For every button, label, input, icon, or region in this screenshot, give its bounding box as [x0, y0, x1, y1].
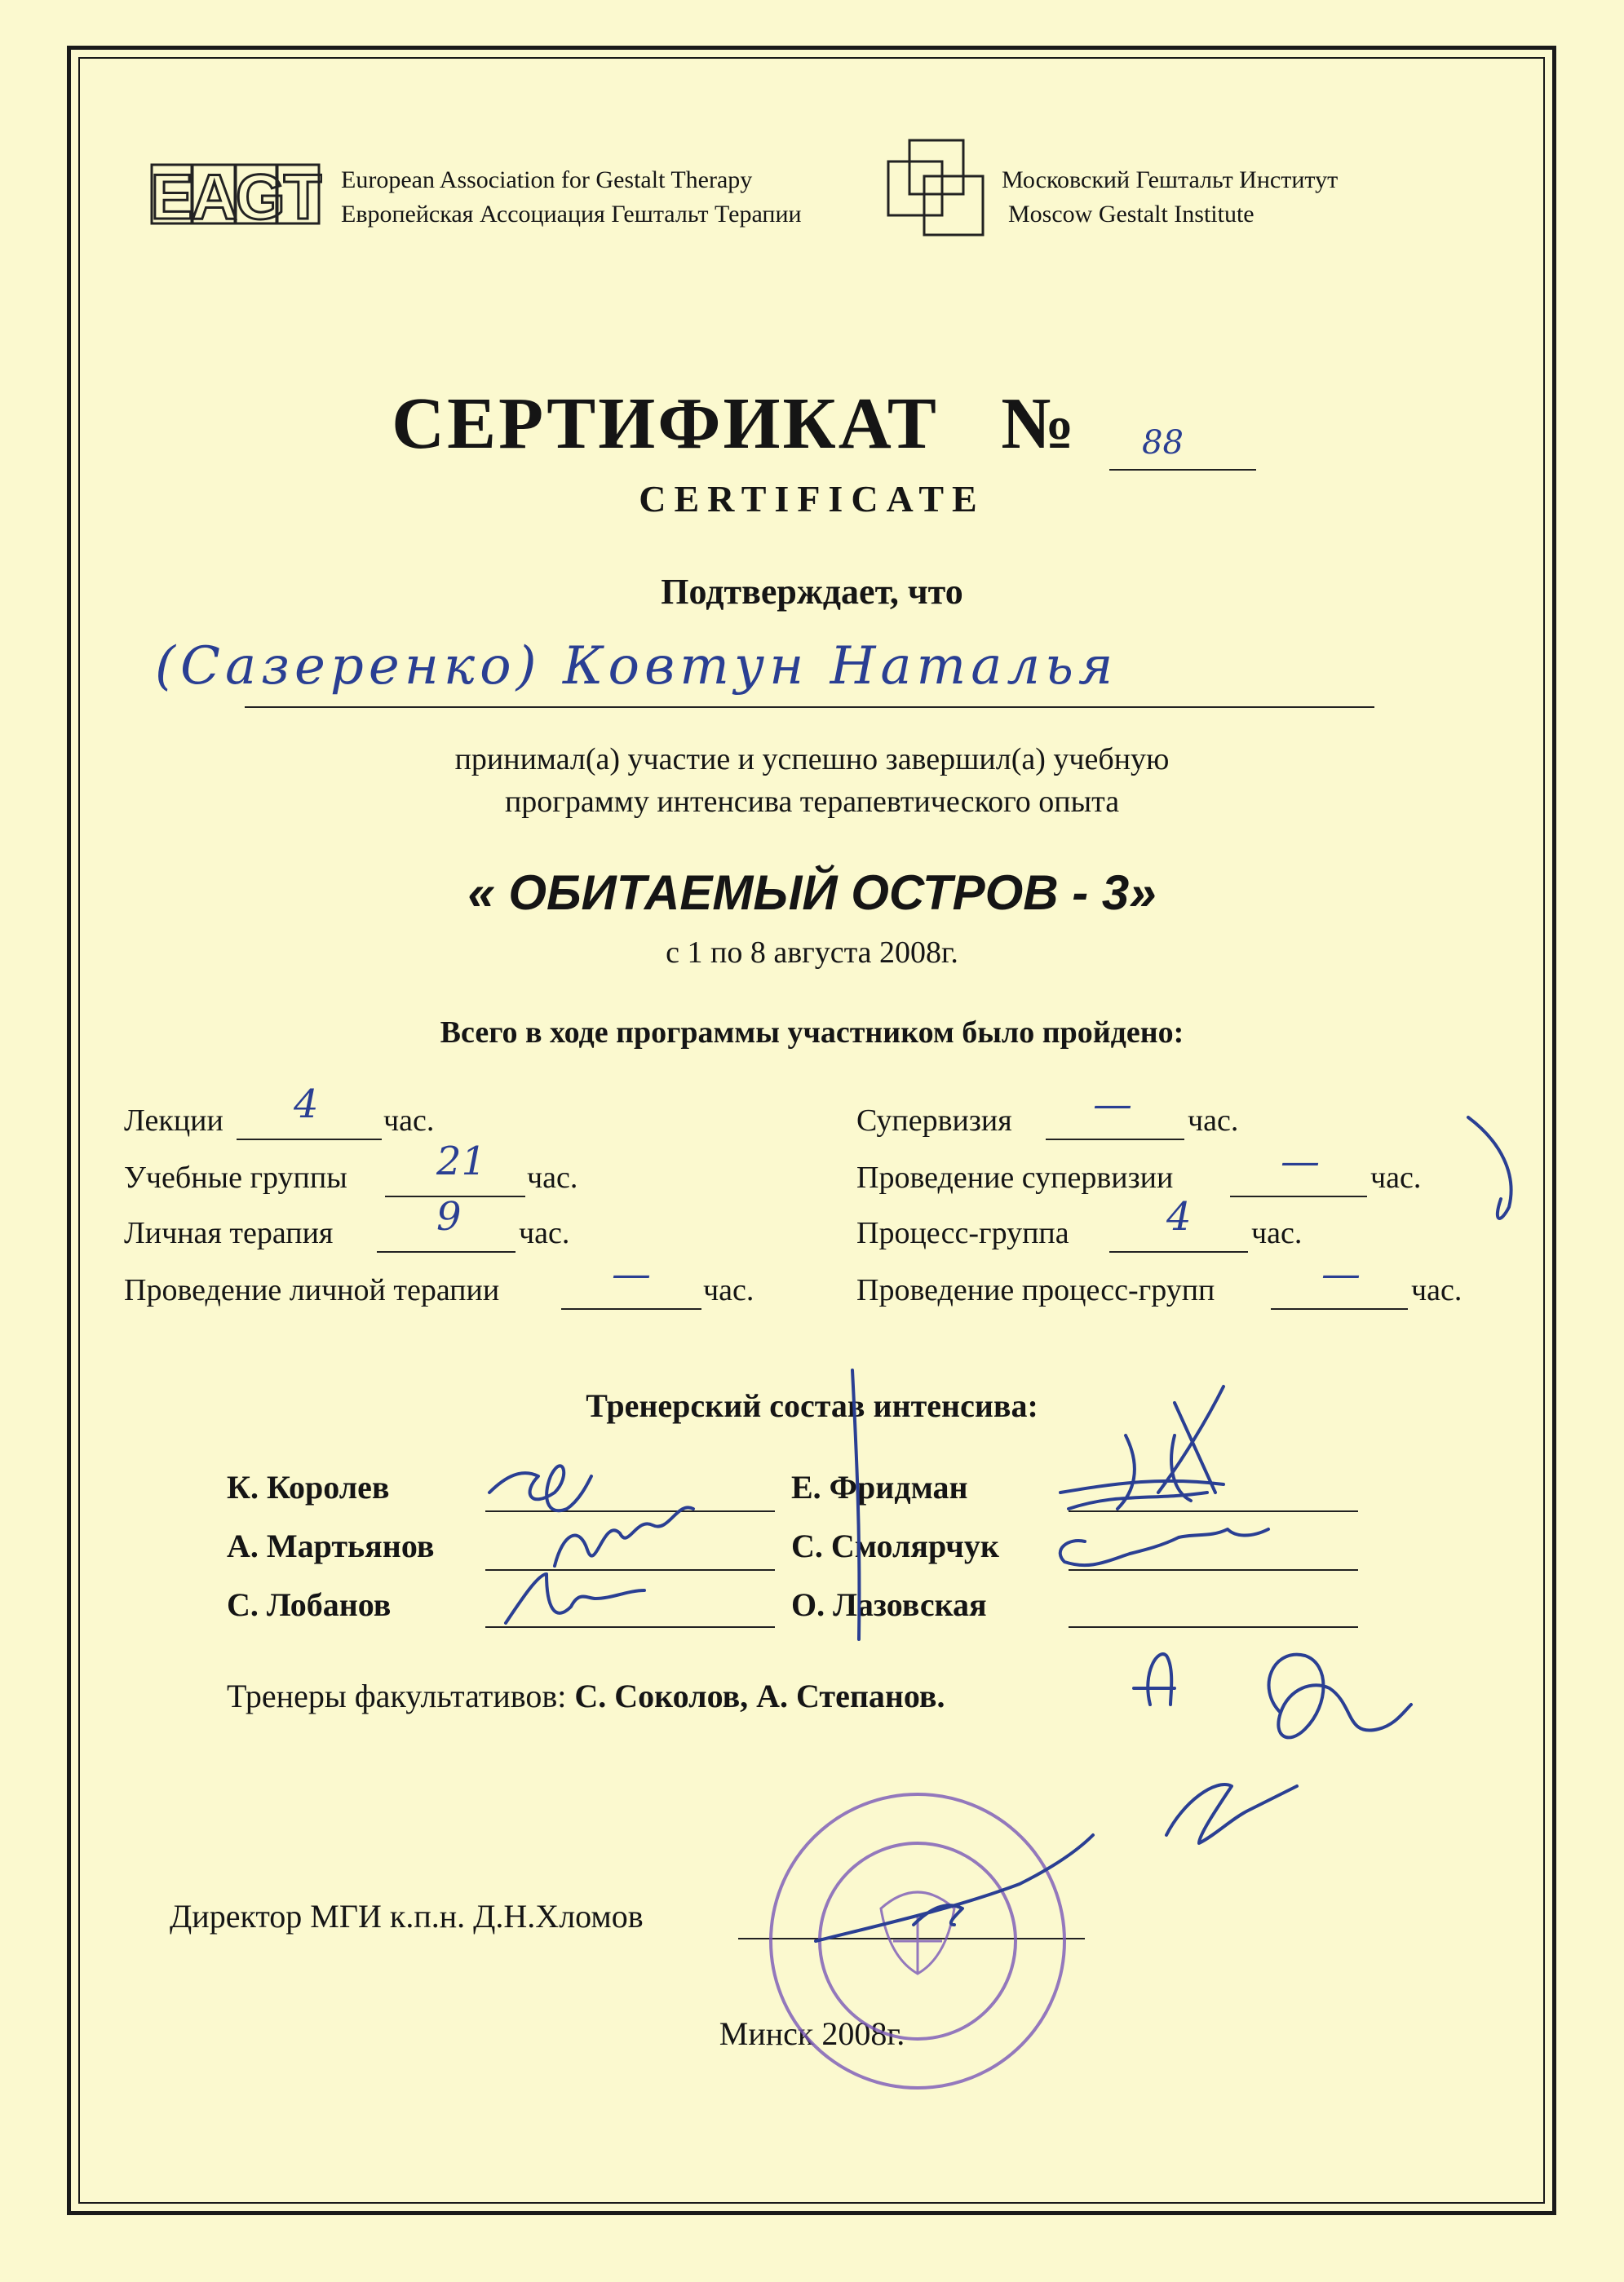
eagt-logo	[149, 155, 322, 232]
city-year: Минск 2008г.	[719, 2015, 905, 2052]
hours-process-group-value: 4	[1166, 1194, 1192, 1240]
eagt-name	[341, 163, 802, 232]
hours-conducting-therapy-value: —	[612, 1251, 651, 1297]
recipient-name: (Сазеренко) Ковтун Наталья	[155, 636, 1118, 697]
electives-names: С. Соколов, А. Степанов.	[574, 1678, 945, 1714]
hours-lectures-label: Лекции	[124, 1103, 223, 1138]
trainer-left-2: А. Мартьянов	[227, 1528, 435, 1564]
intro-text	[0, 738, 1624, 823]
trainer-right-3: О. Лазовская	[791, 1586, 987, 1623]
hours-supervision-label: Супервизия	[856, 1103, 1012, 1138]
hours-process-group-label: Процесс-группа	[856, 1216, 1069, 1250]
director-signature-line	[738, 1938, 1085, 1939]
hours-supervision-line	[1046, 1139, 1184, 1140]
hours-lectures-unit: час.	[383, 1103, 435, 1138]
electives	[227, 1677, 945, 1715]
trainer-left-3: С. Лобанов	[227, 1586, 392, 1623]
trainer-right-2: С. Смолярчук	[791, 1528, 999, 1564]
mgi-name-en: Moscow Gestalt Institute	[1008, 201, 1255, 228]
mgi-name-ru: Московский Гештальт Институт	[1002, 166, 1339, 193]
trainer-left-1-signature-line	[485, 1510, 775, 1512]
trainer-left-3-signature-line	[485, 1626, 775, 1628]
recipient-name-line	[245, 706, 1374, 708]
certificate-number-line	[1109, 469, 1256, 471]
trainer-right-3-signature-line	[1069, 1626, 1358, 1628]
program-dates: с 1 по 8 августа 2008г.	[666, 935, 958, 970]
hours-process-group-unit: час.	[1251, 1216, 1303, 1250]
hours-study-groups-label: Учебные группы	[124, 1161, 347, 1195]
certificate-title	[0, 382, 1624, 466]
hours-conducting-supervision-line	[1230, 1196, 1367, 1197]
hours-heading: Всего в ходе программы участником было пройдено:	[440, 1015, 1184, 1050]
hours-conducting-process-groups-line	[1271, 1308, 1408, 1310]
hours-conducting-process-groups-label: Проведение процесс-групп	[856, 1273, 1215, 1307]
eagt-name-ru: Европейская Ассоциация Гештальт Терапии	[341, 201, 802, 228]
hours-personal-therapy-unit: час.	[519, 1216, 570, 1250]
trainer-right-1-signature-line	[1069, 1510, 1358, 1512]
trainer-left-2-signature-line	[485, 1569, 775, 1571]
hours-personal-therapy-value: 9	[436, 1194, 462, 1240]
electives-label: Тренеры факультативов:	[227, 1678, 567, 1714]
director-line: Директор МГИ к.п.н. Д.Н.Хломов	[170, 1898, 644, 1935]
hours-study-groups-value: 21	[436, 1139, 487, 1184]
program-title: « ОБИТАЕМЫЙ ОСТРОВ - 3»	[467, 865, 1157, 920]
hours-conducting-therapy-unit: час.	[703, 1273, 754, 1307]
svg-text:EAGT: EAGT	[150, 161, 321, 232]
hours-lectures-value: 4	[294, 1081, 319, 1127]
hours-lectures-line	[237, 1139, 382, 1140]
certificate-title-ru: СЕРТИФИКАТ	[392, 383, 939, 464]
trainer-left-1: К. Королев	[227, 1469, 390, 1506]
hours-conducting-therapy-label: Проведение личной терапии	[124, 1273, 500, 1307]
hours-personal-therapy-label: Личная терапия	[124, 1216, 334, 1250]
hours-conducting-supervision-value: —	[1281, 1139, 1320, 1184]
trainer-right-1: Е. Фридман	[791, 1469, 968, 1506]
hours-supervision-value: —	[1093, 1081, 1132, 1127]
certificate-inner-border	[78, 57, 1545, 2204]
hours-personal-therapy-line	[377, 1251, 516, 1253]
hours-conducting-supervision-unit: час.	[1370, 1161, 1422, 1195]
hours-conducting-process-groups-unit: час.	[1411, 1273, 1462, 1307]
certificate-number: 88	[1142, 424, 1184, 462]
hours-supervision-unit: час.	[1188, 1103, 1239, 1138]
mgi-logo	[885, 137, 987, 239]
certificate-title-en: CERTIFICATE	[639, 478, 985, 520]
hours-conducting-therapy-line	[561, 1308, 701, 1310]
intro-line-1: принимал(а) участие и успешно завершил(а) учебную	[454, 742, 1170, 776]
eagt-name-en: European Association for Gestalt Therapy	[341, 166, 753, 193]
hours-study-groups-unit: час.	[527, 1161, 578, 1195]
mgi-name	[1002, 163, 1338, 232]
hours-conducting-supervision-label: Проведение супервизии	[856, 1161, 1174, 1195]
trainer-right-2-signature-line	[1069, 1569, 1358, 1571]
hours-conducting-process-groups-value: —	[1321, 1251, 1361, 1297]
trainers-heading: Тренерский состав интенсива:	[586, 1387, 1038, 1424]
hours-process-group-line	[1109, 1251, 1248, 1253]
number-sign: №	[1001, 383, 1078, 464]
confirms-text: Подтверждает, что	[661, 572, 963, 612]
intro-line-2: программу интенсива терапевтического опыта	[504, 785, 1120, 819]
